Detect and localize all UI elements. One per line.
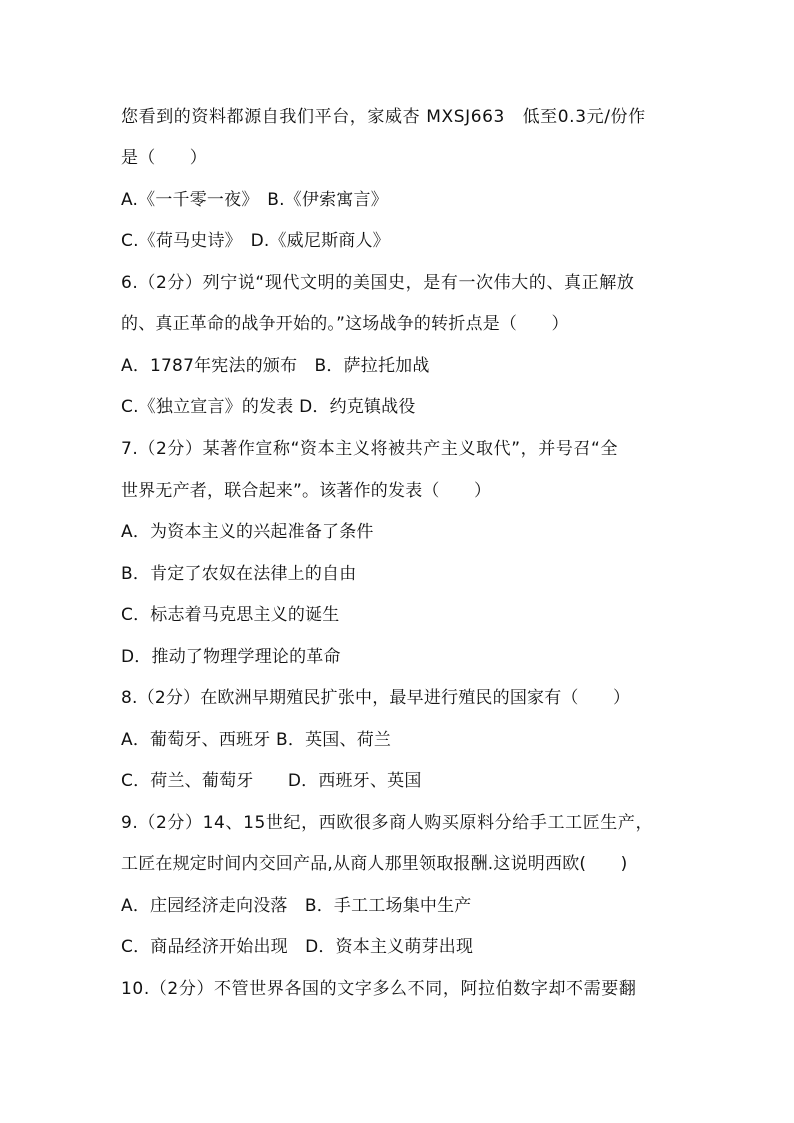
question-7-option-c: C．标志着马克思主义的诞生 [121, 605, 340, 625]
question-6-options-ab: A．1787年宪法的颁布 B．萨拉托加战 [121, 356, 430, 376]
question-7-option-b: B．肯定了农奴在法律上的自由 [121, 564, 357, 584]
question-6-options-cd: C.《独立宣言》的发表 D．约克镇战役 [121, 397, 416, 417]
question-9-options-cd: C．商品经济开始出现 D．资本主义萌芽出现 [121, 937, 474, 957]
question-9-stem: 9.（2分）14、15世纪，西欧很多商人购买原料分给手工工匠生产， [121, 813, 654, 833]
question-8-stem: 8.（2分）在欧洲早期殖民扩张中，最早进行殖民的国家有（ ） [121, 688, 631, 708]
question-7-stem: 7.（2分）某著作宣称“资本主义将被共产主义取代”，并号召“全 [121, 439, 619, 459]
question-6-stem-cont: 的、真正革命的战争开始的。”这场战争的转折点是（ ） [121, 314, 569, 334]
intro-text-line: 您看到的资料都源自我们平台，家威杏 MXSJ663 低至0.3元/份作 [121, 107, 646, 127]
question-8-options-ab: A．葡萄牙、西班牙 B．英国、荷兰 [121, 730, 392, 750]
question-7-option-d: D．推动了物理学理论的革命 [121, 647, 341, 667]
question-7-stem-cont: 世界无产者，联合起来”。该著作的发表（ ） [121, 481, 492, 501]
question-7-option-a: A．为资本主义的兴起准备了条件 [121, 522, 374, 542]
question-6-stem: 6.（2分）列宁说“现代文明的美国史，是有一次伟大的、真正解放 [121, 273, 635, 293]
question-5-options-ab: A.《一千零一夜》 B.《伊索寓言》 [121, 190, 388, 210]
question-5-options-cd: C.《荷马史诗》 D.《威尼斯商人》 [121, 231, 390, 251]
question-8-options-cd: C．荷兰、葡萄牙 D．西班牙、英国 [121, 771, 422, 791]
question-10-stem: 10.（2分）不管世界各国的文字多么不同，阿拉伯数字却不需要翻 [121, 979, 637, 999]
question-9-options-ab: A．庄园经济走向没落 B．手工工场集中生产 [121, 896, 472, 916]
question-9-stem-cont: 工匠在规定时间内交回产品,从商人那里领取报酬.这说明西欧( ) [121, 854, 628, 874]
question-5-stem-end: 是（ ） [121, 148, 207, 168]
